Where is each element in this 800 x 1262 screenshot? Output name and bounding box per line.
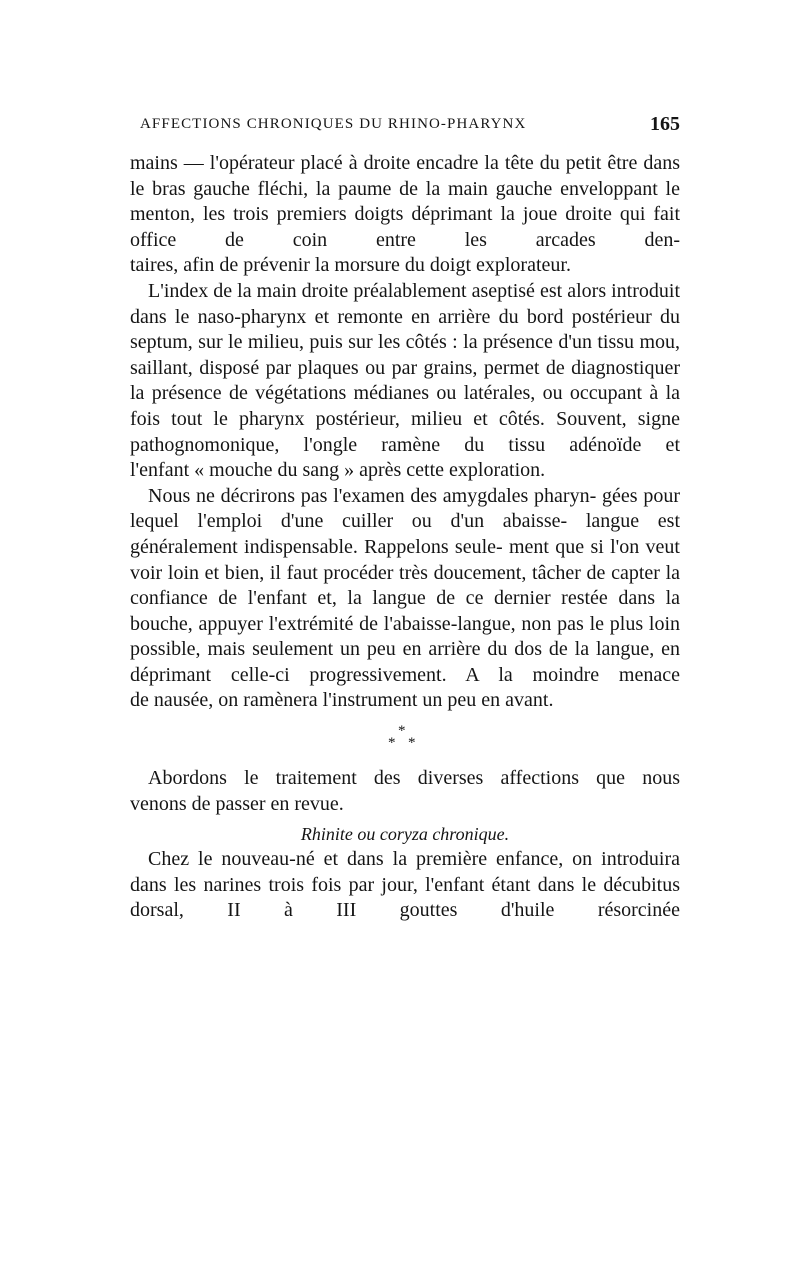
asterism	[130, 724, 680, 766]
asterism-star: *	[398, 723, 406, 740]
text-line: introduira dans les narines trois fois par jour, l'enfant étant	[130, 848, 681, 896]
text-line: la joue droite qui fait office de coin entre les arcades den-	[130, 203, 681, 251]
text-line: taires, afin de prévenir la morsure du doigt explorateur.	[130, 254, 571, 277]
paragraph-3-end	[130, 688, 680, 714]
text-line: pathognomonique, l'ongle ramène du tissu adénoïde et	[130, 433, 680, 456]
paragraph-1	[130, 151, 680, 253]
paragraph-1-end	[130, 253, 680, 279]
text-line: dans le décubitus dorsal, II à III gouttes d'huile résorcinée	[130, 873, 681, 922]
text-line: ment que si l'on veut voir loin et bien, il faut procéder très	[130, 535, 680, 584]
text-line: gées pour lequel l'emploi d'une cuiller ou d'un abaisse-	[130, 484, 680, 533]
text-line: mais seulement un peu en arrière du dos de la langue, en	[207, 638, 681, 661]
running-head	[130, 113, 680, 140]
text-line: langue est généralement indispensable. Rappelons seule-	[130, 510, 681, 558]
page-number: 165	[650, 113, 680, 135]
asterism-star: *	[388, 735, 396, 752]
text-line: déprimant celle-ci progressivement. A la moindre menace	[130, 663, 680, 686]
text-line: langue de ce dernier restée dans la bouche, appuyer	[130, 587, 681, 635]
text-line: du bord postérieur du septum, sur le milieu, puis sur les	[130, 305, 681, 354]
paragraph-4-end	[130, 792, 680, 818]
text-line: l'enfant « mouche du sang » après cette exploration.	[130, 459, 546, 482]
paragraph-5	[130, 847, 680, 924]
body-text	[130, 151, 680, 924]
text-line: l'extrémité de l'abaisse-langue, non pas le plus loin possible,	[130, 612, 681, 661]
paragraph-3	[130, 484, 680, 689]
text-line: de végétations médianes ou latérales, ou occupant à la fois	[130, 382, 681, 430]
paragraph-2	[130, 279, 680, 458]
running-title: AFFECTIONS CHRONIQUES DU RHINO-PHARYNX	[140, 116, 527, 132]
text-line: de nausée, on ramènera l'instrument un peu en avant.	[130, 689, 554, 712]
text-line: L'index de la main droite préalablement aseptisé est	[148, 279, 563, 302]
text-line: doucement, tâcher de capter la confiance de l'enfant et, la	[130, 561, 681, 610]
text-line: Abordons le traitement des diverses affections que nous	[148, 767, 680, 790]
paragraph-4	[130, 766, 680, 792]
text-line: venons de passer en revue.	[130, 792, 344, 815]
text-line: plaques ou par grains, permet de diagnostiquer la présence	[130, 356, 680, 405]
text-line: alors introduit dans le naso-pharynx et remonte en arrière	[130, 279, 681, 328]
text-line: mains — l'opérateur placé à droite encadre la tête du petit	[130, 152, 602, 174]
text-line: être dans le bras gauche fléchi, la paume de la main gauche	[130, 152, 680, 200]
text-line: côtés : la présence d'un tissu mou, saillant, disposé par	[130, 331, 681, 379]
text-line: tout le pharynx postérieur, milieu et côtés. Souvent, signe	[171, 407, 680, 430]
text-line: enveloppant le menton, les trois premiers doigts déprimant	[130, 177, 680, 226]
section-heading: Rhinite ou coryza chronique.	[300, 824, 510, 845]
asterism-star: *	[408, 735, 416, 752]
text-line: Chez le nouveau-né et dans la première enfance, on	[148, 848, 593, 871]
paragraph-2-end	[130, 458, 680, 484]
text-line: Nous ne décrirons pas l'examen des amygdales pharyn-	[148, 484, 597, 507]
